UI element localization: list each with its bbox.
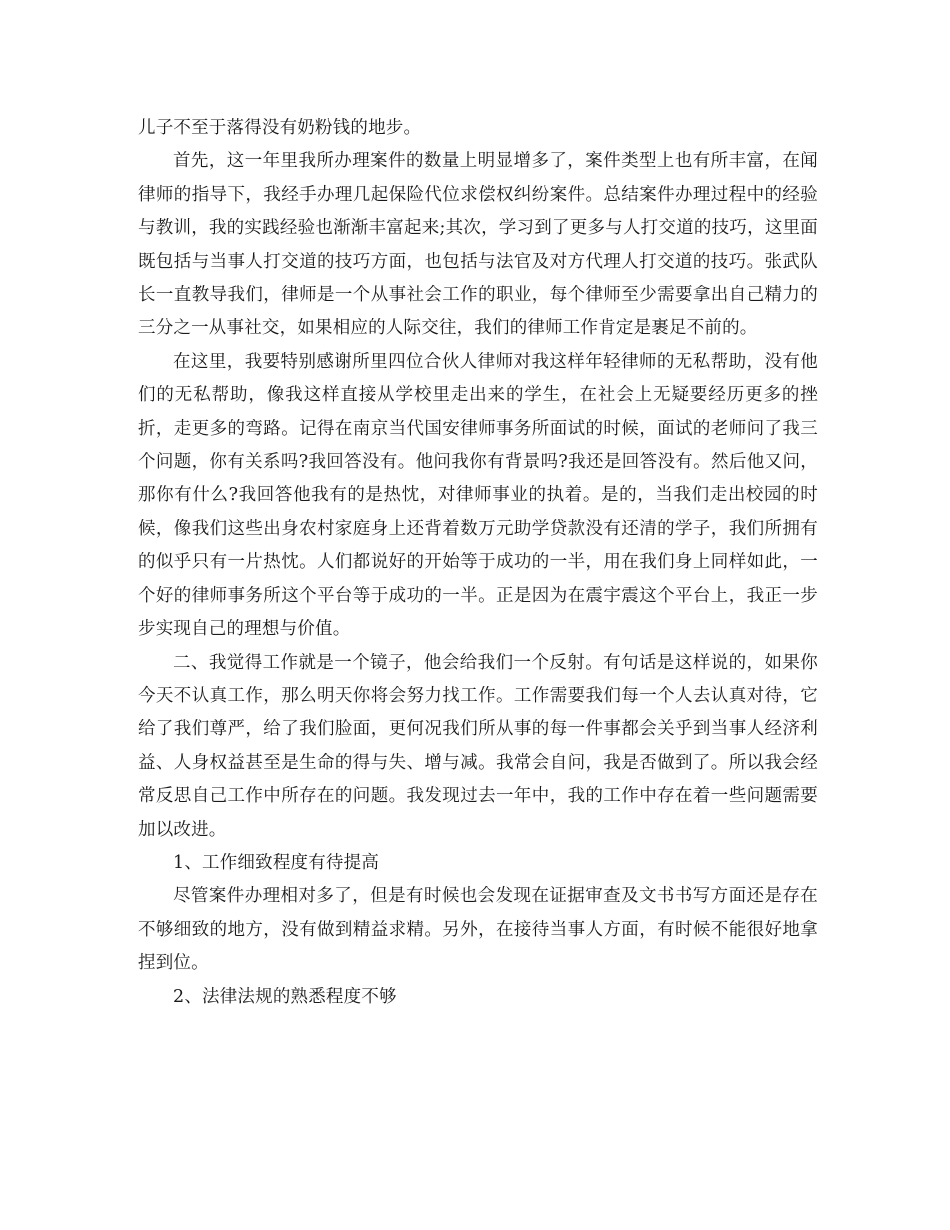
paragraph-item-1-detail: 尽管案件办理相对多了，但是有时候也会发现在证据审查及文书书写方面还是存在不够细致的地方，没有做到精益求精。另外，在接待当事人方面，有时候不能很好地拿捏到位。 (138, 886, 818, 974)
heading-item-2: 2、法律法规的熟悉程度不够 (173, 986, 397, 1007)
paragraph-continuation: 儿子不至于落得没有奶粉钱的地步。 (138, 118, 422, 138)
heading-item-1: 1、工作细致程度有待提高 (173, 852, 380, 873)
document-body (138, 112, 818, 1014)
paragraph-second-point: 二、我觉得工作就是一个镜子，他会给我们一个反射。有句话是这样说的，如果你今天不认真工作，那么明天你将会努力找工作。工作需要我们每一个人去认真对待，它给了我们尊严，给了我们脸面，更何况我们所从事的每一件事都会关乎到当事人经济利益、人身权益甚至是生命的得与失、增与减。我常会自问，我是否做到了。所以我会经常反思自己工作中所存在的问题。我发现过去一年中，我的工作中存在着一些问题需要加以改进。 (138, 652, 818, 840)
paragraph-first-point: 首先，这一年里我所办理案件的数量上明显增多了，案件类型上也有所丰富，在闻律师的指导下，我经手办理几起保险代位求偿权纠纷案件。总结案件办理过程中的经验与教训，我的实践经验也渐渐丰富起来;其次，学习到了更多与人打交道的技巧，这里面既包括与当事人打交道的技巧方面，也包括与法官及对方代理人打交道的技巧。张武队长一直教导我们，律师是一个从事社会工作的职业，每个律师至少需要拿出自己精力的三分之一从事社交，如果相应的人际交往，我们的律师工作肯定是裹足不前的。 (138, 151, 818, 339)
paragraph-gratitude: 在这里，我要特别感谢所里四位合伙人律师对我这样年轻律师的无私帮助，没有他们的无私帮助，像我这样直接从学校里走出来的学生，在社会上无疑要经历更多的挫折，走更多的弯路。记得在南京当代国安律师事务所面试的时候，面试的老师问了我三个问题，你有关系吗?我回答没有。他问我你有背景吗?我还是回答没有。然后他又问，那你有什么?我回答他我有的是热忱，对律师事业的执着。是的，当我们走出校园的时候，像我们这些出身农村家庭身上还背着数万元助学贷款没有还清的学子，我们所拥有的似乎只有一片热忱。人们都说好的开始等于成功的一半，用在我们身上同样如此，一个好的律师事务所这个平台等于成功的一半。正是因为在震宇震这个平台上，我正一步步实现自己的理想与价值。 (138, 351, 818, 640)
